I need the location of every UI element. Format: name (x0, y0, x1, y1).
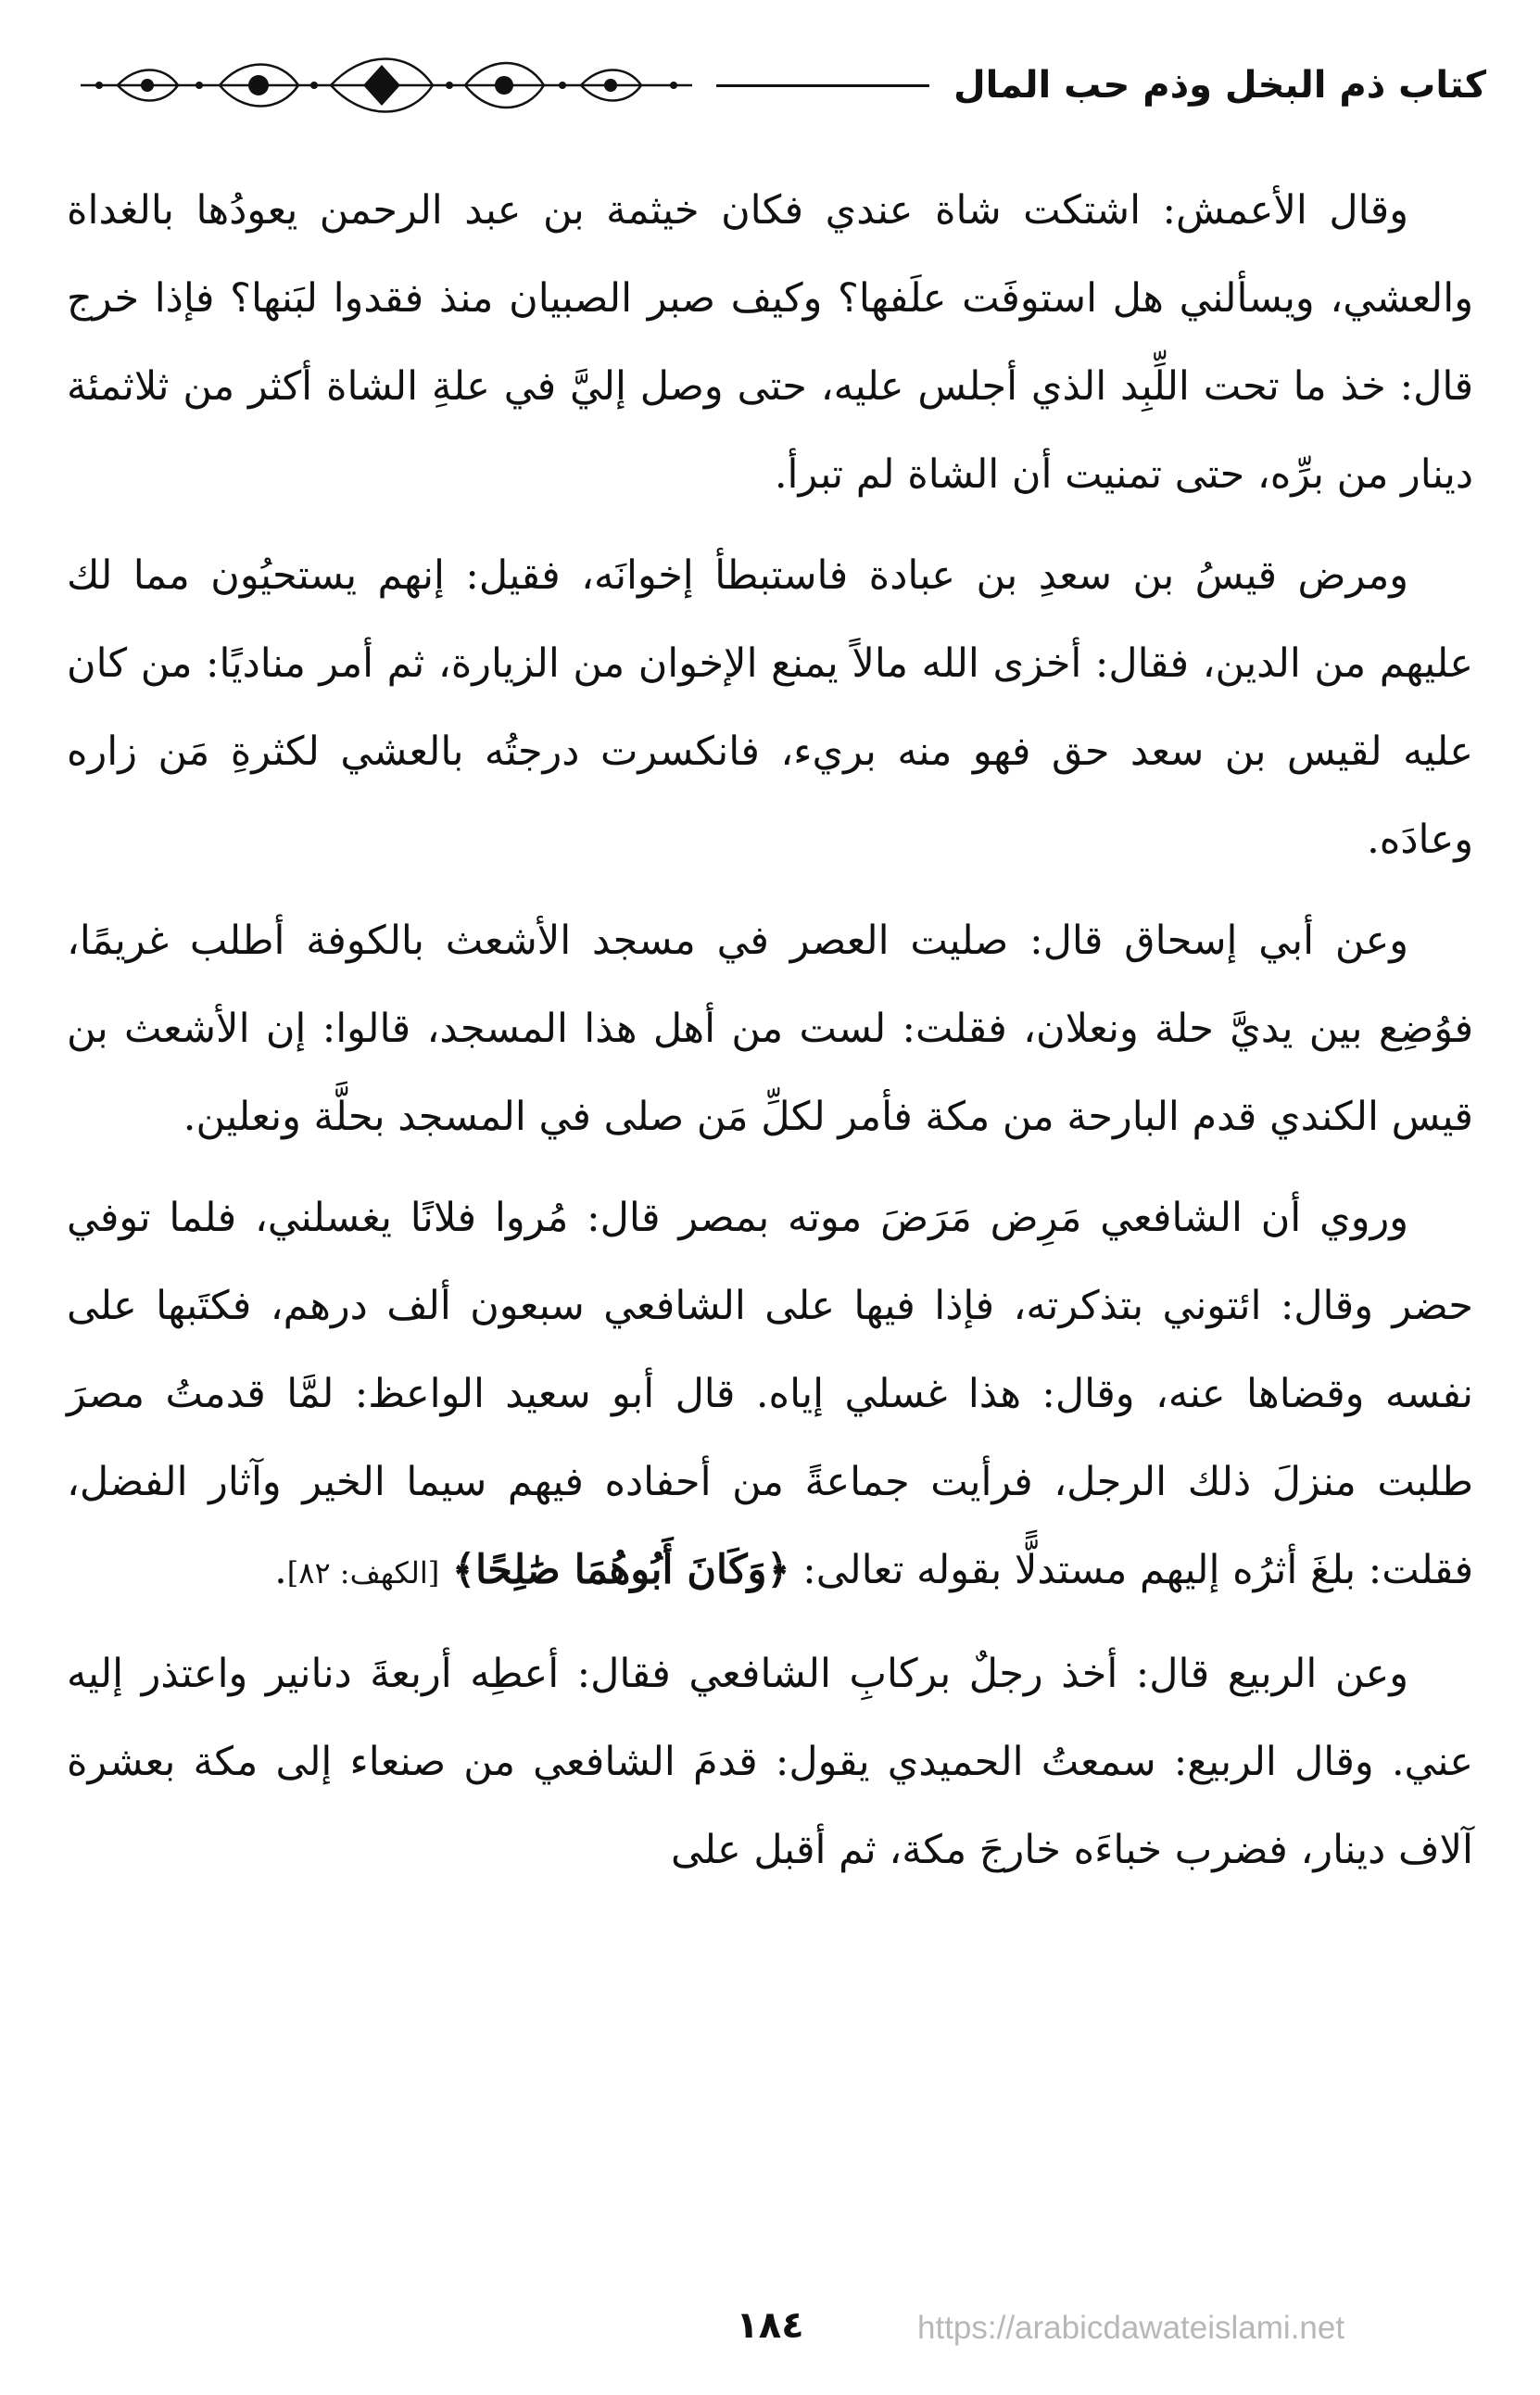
paragraph (67, 897, 1473, 1161)
paragraph (67, 532, 1473, 884)
paragraph-text: وقال الأعمش: اشتكت شاة عندي فكان خيثمة بن عبد الرحمن يعودُها بالغداة والعشي، ويسألني هل استوفَت علَفها؟ وكيف صبر الصبيان منذ فقدوا لبَنها؟ فإذا خرج قال: خذ ما تحت اللِّبِد الذي أجلس عليه، حتى وصل إليَّ في علةِ الشاة أكثر من ثلاثمئة دينار من برِّه، حتى تمنيت أن الشاة لم تبرأ. (67, 187, 1473, 498)
page-header (54, 48, 1486, 122)
paragraph (67, 1630, 1473, 1894)
page-number: ١٨٤ (736, 2304, 804, 2347)
paragraph-text: وعن أبي إسحاق قال: صليت العصر في مسجد الأشعث بالكوفة أطلب غريمًا، فوُضِع بين يديَّ حلة ونعلان، فقلت: لست من أهل هذا المسجد، قالوا: إن الأشعث بن قيس الكندي قدم البارحة من مكة فأمر لكلِّ مَن صلى في المسجد بحلَّة ونعلين. (67, 918, 1473, 1140)
arabesque-ornament-icon (81, 48, 692, 122)
paragraph-text: وروي أن الشافعي مَرِض مَرَضَ موته بمصر قال: مُروا فلانًا يغسلني، فلما توفي حضر وقال: ائتوني بتذكرته، فإذا فيها على الشافعي سبعون ألف درهم، فكتَبها على نفسه وقضاها عنه، وقال: هذا غسلي إياه. قال أبو سعيد الواعظ: لمَّا قدمتُ مصرَ طلبت منزلَ ذلك الرجل، فرأيت جماعةً من أحفاده فيهم سيما الخير وآثار الفضل، فقلت: بلغَ أثرُه إليهم مستدلًّا بقوله تعالى: (67, 1195, 1473, 1593)
page-footer (0, 2284, 1540, 2358)
paragraph (67, 1174, 1473, 1617)
paragraph-text: ومرض قيسُ بن سعدِ بن عبادة فاستبطأ إخوانَه، فقيل: إنهم يستحيُون مما لك عليهم من الدين، فقال: أخزى الله مالاً يمنع الإخوان من الزيارة، ثم أمر مناديًا: من كان عليه لقيس بن سعد حق فهو منه بريء، فانكسرت درجتُه بالعشي لكثرةِ مَن زاره وعادَه. (67, 552, 1473, 863)
book-body (67, 167, 1473, 1907)
sentence-end: . (274, 1547, 287, 1593)
header-rule (716, 84, 929, 87)
paragraph (67, 167, 1473, 519)
book-title: كتاب ذم البخل وذم حب المال (953, 64, 1486, 107)
verse-reference: [الكهف: ٨٢] (286, 1555, 440, 1590)
watermark-url: https://arabicdawateislami.net (917, 2310, 1345, 2346)
paragraph-text: وعن الربيع قال: أخذ رجلٌ بركابِ الشافعي فقال: أعطِه أربعةَ دنانير واعتذر إليه عني. وقال الربيع: سمعتُ الحميدي يقول: قدمَ الشافعي من صنعاء إلى مكة بعشرة آلاف دينار، فضرب خباءَه خارجَ مكة، ثم أقبل على (67, 1651, 1473, 1873)
quran-verse: ﴿وَكَانَ أَبُوهُمَا صَٰلِحًا﴾ (451, 1547, 790, 1593)
